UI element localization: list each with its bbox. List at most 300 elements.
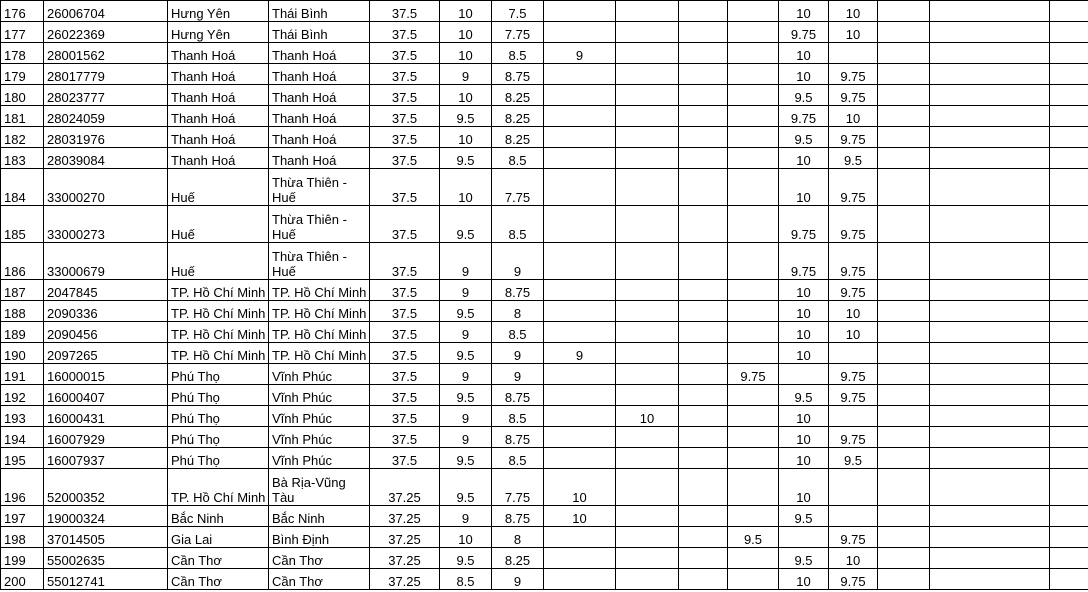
score-cell-4 xyxy=(616,548,679,569)
score-cell-4 xyxy=(616,569,679,590)
score-cell-8: 9.5 xyxy=(829,148,878,169)
empty-cell-3 xyxy=(1050,1,1088,22)
score-cell-1: 8.5 xyxy=(440,569,492,590)
empty-cell-3 xyxy=(1050,506,1088,527)
empty-cell-3 xyxy=(1050,106,1088,127)
empty-cell-3 xyxy=(1050,385,1088,406)
empty-cell-3 xyxy=(1050,527,1088,548)
province-cell: Thái Bình xyxy=(269,22,370,43)
exam-council-cell: Phú Thọ xyxy=(168,448,269,469)
score-cell-7: 10 xyxy=(779,469,829,506)
exam-council-cell: Phú Thọ xyxy=(168,364,269,385)
score-cell-5 xyxy=(679,64,728,85)
province-cell: Thừa Thiên -Huế xyxy=(269,169,370,206)
score-cell-6 xyxy=(728,548,779,569)
province-cell: Cần Thơ xyxy=(269,569,370,590)
score-cell-8: 9.75 xyxy=(829,206,878,243)
empty-cell-2 xyxy=(930,85,1050,106)
score-cell-6: 9.75 xyxy=(728,364,779,385)
table-row xyxy=(1,406,1088,427)
exam-council-cell: Cần Thơ xyxy=(168,569,269,590)
empty-cell-1 xyxy=(878,85,930,106)
score-cell-5 xyxy=(679,243,728,280)
score-cell-2: 9 xyxy=(492,569,544,590)
score-cell-3 xyxy=(544,448,616,469)
empty-cell-3 xyxy=(1050,43,1088,64)
score-cell-6: 9.5 xyxy=(728,527,779,548)
score-cell-1: 9.5 xyxy=(440,301,492,322)
empty-cell-2 xyxy=(930,64,1050,85)
score-cell-4 xyxy=(616,169,679,206)
score-cell-6 xyxy=(728,448,779,469)
score-cell-1: 9.5 xyxy=(440,343,492,364)
exam-council-cell: Huế xyxy=(168,206,269,243)
rank-cell: 182 xyxy=(1,127,44,148)
score-cell-8: 9.75 xyxy=(829,569,878,590)
exam-council-cell: Thanh Hoá xyxy=(168,127,269,148)
score-cell-1: 9.5 xyxy=(440,206,492,243)
score-cell-7: 9.75 xyxy=(779,106,829,127)
rank-cell: 196 xyxy=(1,469,44,506)
score-cell-2: 9 xyxy=(492,243,544,280)
score-cell-8: 9.75 xyxy=(829,85,878,106)
empty-cell-2 xyxy=(930,206,1050,243)
score-cell-6 xyxy=(728,506,779,527)
score-cell-3 xyxy=(544,64,616,85)
empty-cell-3 xyxy=(1050,148,1088,169)
empty-cell-1 xyxy=(878,64,930,85)
total-score-cell: 37.5 xyxy=(370,64,440,85)
score-cell-3 xyxy=(544,280,616,301)
empty-cell-2 xyxy=(930,1,1050,22)
score-cell-8: 10 xyxy=(829,548,878,569)
score-cell-6 xyxy=(728,280,779,301)
table-row xyxy=(1,448,1088,469)
score-cell-3 xyxy=(544,527,616,548)
empty-cell-2 xyxy=(930,506,1050,527)
score-cell-3 xyxy=(544,364,616,385)
score-cell-7: 10 xyxy=(779,569,829,590)
province-cell: TP. Hồ Chí Minh xyxy=(269,280,370,301)
score-cell-5 xyxy=(679,569,728,590)
total-score-cell: 37.5 xyxy=(370,106,440,127)
score-cell-3 xyxy=(544,322,616,343)
score-cell-6 xyxy=(728,127,779,148)
score-cell-2: 8 xyxy=(492,527,544,548)
total-score-cell: 37.5 xyxy=(370,148,440,169)
total-score-cell: 37.5 xyxy=(370,43,440,64)
exam-council-cell: TP. Hồ Chí Minh xyxy=(168,301,269,322)
table-row xyxy=(1,206,1088,243)
table-row xyxy=(1,127,1088,148)
score-cell-5 xyxy=(679,469,728,506)
score-cell-2: 9 xyxy=(492,364,544,385)
empty-cell-2 xyxy=(930,169,1050,206)
score-cell-8: 10 xyxy=(829,301,878,322)
score-cell-5 xyxy=(679,343,728,364)
score-cell-2: 8.75 xyxy=(492,64,544,85)
total-score-cell: 37.25 xyxy=(370,548,440,569)
score-cell-1: 9.5 xyxy=(440,148,492,169)
empty-cell-3 xyxy=(1050,301,1088,322)
score-cell-8: 10 xyxy=(829,1,878,22)
table-row xyxy=(1,364,1088,385)
score-cell-3: 9 xyxy=(544,43,616,64)
score-cell-3 xyxy=(544,427,616,448)
score-cell-4 xyxy=(616,243,679,280)
empty-cell-2 xyxy=(930,106,1050,127)
score-cell-3: 10 xyxy=(544,506,616,527)
rank-cell: 192 xyxy=(1,385,44,406)
total-score-cell: 37.5 xyxy=(370,406,440,427)
rank-cell: 198 xyxy=(1,527,44,548)
total-score-cell: 37.5 xyxy=(370,127,440,148)
province-cell: TP. Hồ Chí Minh xyxy=(269,322,370,343)
empty-cell-1 xyxy=(878,406,930,427)
score-cell-8: 9.75 xyxy=(829,243,878,280)
score-cell-3 xyxy=(544,1,616,22)
province-cell: Bà Rịa-Vũng Tàu xyxy=(269,469,370,506)
score-cell-1: 9 xyxy=(440,280,492,301)
table-row xyxy=(1,548,1088,569)
total-score-cell: 37.5 xyxy=(370,385,440,406)
empty-cell-3 xyxy=(1050,448,1088,469)
score-cell-3 xyxy=(544,106,616,127)
empty-cell-1 xyxy=(878,301,930,322)
score-cell-4 xyxy=(616,301,679,322)
score-cell-3 xyxy=(544,169,616,206)
score-cell-7: 10 xyxy=(779,322,829,343)
score-cell-8: 10 xyxy=(829,106,878,127)
empty-cell-2 xyxy=(930,322,1050,343)
total-score-cell: 37.5 xyxy=(370,85,440,106)
total-score-cell: 37.25 xyxy=(370,569,440,590)
score-cell-4 xyxy=(616,43,679,64)
score-cell-4 xyxy=(616,148,679,169)
rank-cell: 186 xyxy=(1,243,44,280)
province-cell: Cần Thơ xyxy=(269,548,370,569)
score-cell-7: 10 xyxy=(779,427,829,448)
empty-cell-3 xyxy=(1050,469,1088,506)
table-row xyxy=(1,22,1088,43)
candidate-id-cell: 28023777 xyxy=(44,85,168,106)
empty-cell-1 xyxy=(878,148,930,169)
score-cell-8 xyxy=(829,43,878,64)
score-cell-6 xyxy=(728,206,779,243)
table-row xyxy=(1,43,1088,64)
empty-cell-2 xyxy=(930,364,1050,385)
score-cell-3 xyxy=(544,243,616,280)
rank-cell: 184 xyxy=(1,169,44,206)
score-cell-8 xyxy=(829,469,878,506)
score-cell-2: 8.5 xyxy=(492,148,544,169)
score-cell-1: 9 xyxy=(440,64,492,85)
score-cell-4 xyxy=(616,22,679,43)
rank-cell: 187 xyxy=(1,280,44,301)
rank-cell: 200 xyxy=(1,569,44,590)
candidate-id-cell: 2047845 xyxy=(44,280,168,301)
score-cell-7: 10 xyxy=(779,1,829,22)
score-cell-6 xyxy=(728,385,779,406)
candidate-id-cell: 16000407 xyxy=(44,385,168,406)
score-cell-7: 10 xyxy=(779,169,829,206)
score-cell-5 xyxy=(679,427,728,448)
score-cell-4 xyxy=(616,1,679,22)
score-cell-5 xyxy=(679,85,728,106)
rank-cell: 177 xyxy=(1,22,44,43)
empty-cell-1 xyxy=(878,527,930,548)
score-cell-6 xyxy=(728,322,779,343)
score-cell-1: 9 xyxy=(440,506,492,527)
score-cell-2: 8.75 xyxy=(492,385,544,406)
rank-cell: 197 xyxy=(1,506,44,527)
score-cell-2: 8.25 xyxy=(492,127,544,148)
score-cell-5 xyxy=(679,385,728,406)
score-cell-5 xyxy=(679,127,728,148)
exam-council-cell: Hưng Yên xyxy=(168,1,269,22)
table-row xyxy=(1,301,1088,322)
table-body xyxy=(1,1,1088,590)
total-score-cell: 37.25 xyxy=(370,527,440,548)
table-row xyxy=(1,85,1088,106)
candidate-id-cell: 16000431 xyxy=(44,406,168,427)
candidate-id-cell: 28017779 xyxy=(44,64,168,85)
score-cell-8: 10 xyxy=(829,22,878,43)
score-cell-4 xyxy=(616,85,679,106)
score-cell-6 xyxy=(728,1,779,22)
score-cell-3 xyxy=(544,301,616,322)
score-cell-4 xyxy=(616,427,679,448)
empty-cell-1 xyxy=(878,343,930,364)
rank-cell: 193 xyxy=(1,406,44,427)
score-cell-2: 8.5 xyxy=(492,206,544,243)
empty-cell-3 xyxy=(1050,343,1088,364)
score-cell-6 xyxy=(728,243,779,280)
exam-council-cell: Thanh Hoá xyxy=(168,85,269,106)
score-cell-8: 10 xyxy=(829,322,878,343)
province-cell: Thanh Hoá xyxy=(269,148,370,169)
empty-cell-3 xyxy=(1050,569,1088,590)
empty-cell-1 xyxy=(878,448,930,469)
total-score-cell: 37.5 xyxy=(370,169,440,206)
score-cell-7: 10 xyxy=(779,343,829,364)
score-cell-8: 9.75 xyxy=(829,364,878,385)
score-cell-2: 8.75 xyxy=(492,280,544,301)
score-cell-8: 9.75 xyxy=(829,427,878,448)
rank-cell: 199 xyxy=(1,548,44,569)
empty-cell-1 xyxy=(878,206,930,243)
empty-cell-3 xyxy=(1050,427,1088,448)
score-cell-4 xyxy=(616,448,679,469)
empty-cell-1 xyxy=(878,106,930,127)
candidate-id-cell: 55002635 xyxy=(44,548,168,569)
province-cell: Thanh Hoá xyxy=(269,43,370,64)
score-cell-7: 9.5 xyxy=(779,506,829,527)
table-row xyxy=(1,106,1088,127)
score-cell-2: 7.75 xyxy=(492,169,544,206)
rank-cell: 188 xyxy=(1,301,44,322)
score-cell-2: 8.75 xyxy=(492,506,544,527)
score-cell-2: 8.25 xyxy=(492,106,544,127)
empty-cell-2 xyxy=(930,301,1050,322)
score-cell-1: 9 xyxy=(440,243,492,280)
table-row xyxy=(1,469,1088,506)
score-cell-6 xyxy=(728,406,779,427)
score-cell-7: 9.5 xyxy=(779,548,829,569)
province-cell: Vĩnh Phúc xyxy=(269,406,370,427)
score-cell-6 xyxy=(728,22,779,43)
score-cell-4 xyxy=(616,506,679,527)
table-row xyxy=(1,343,1088,364)
exam-council-cell: TP. Hồ Chí Minh xyxy=(168,322,269,343)
score-cell-5 xyxy=(679,322,728,343)
candidate-id-cell: 55012741 xyxy=(44,569,168,590)
rank-cell: 191 xyxy=(1,364,44,385)
candidate-id-cell: 33000273 xyxy=(44,206,168,243)
score-cell-8 xyxy=(829,406,878,427)
empty-cell-3 xyxy=(1050,206,1088,243)
score-cell-7: 9.5 xyxy=(779,85,829,106)
score-cell-6 xyxy=(728,64,779,85)
table-row xyxy=(1,243,1088,280)
province-cell: TP. Hồ Chí Minh xyxy=(269,343,370,364)
empty-cell-2 xyxy=(930,22,1050,43)
exam-council-cell: TP. Hồ Chí Minh xyxy=(168,469,269,506)
rank-cell: 183 xyxy=(1,148,44,169)
score-cell-1: 9.5 xyxy=(440,106,492,127)
score-cell-6 xyxy=(728,343,779,364)
empty-cell-1 xyxy=(878,469,930,506)
score-cell-6 xyxy=(728,43,779,64)
table-row xyxy=(1,506,1088,527)
province-cell: Thanh Hoá xyxy=(269,106,370,127)
score-cell-1: 9 xyxy=(440,427,492,448)
empty-cell-3 xyxy=(1050,280,1088,301)
score-cell-5 xyxy=(679,448,728,469)
province-cell: Vĩnh Phúc xyxy=(269,385,370,406)
score-cell-4 xyxy=(616,527,679,548)
empty-cell-2 xyxy=(930,406,1050,427)
score-cell-2: 8.5 xyxy=(492,43,544,64)
empty-cell-2 xyxy=(930,427,1050,448)
province-cell: Thái Bình xyxy=(269,1,370,22)
province-cell: Thừa Thiên -Huế xyxy=(269,206,370,243)
score-cell-7: 9.75 xyxy=(779,206,829,243)
candidate-id-cell: 28001562 xyxy=(44,43,168,64)
total-score-cell: 37.5 xyxy=(370,243,440,280)
candidate-id-cell: 2090336 xyxy=(44,301,168,322)
empty-cell-2 xyxy=(930,469,1050,506)
score-cell-1: 9.5 xyxy=(440,448,492,469)
total-score-cell: 37.25 xyxy=(370,469,440,506)
candidate-id-cell: 28031976 xyxy=(44,127,168,148)
score-cell-7: 10 xyxy=(779,280,829,301)
table-row xyxy=(1,385,1088,406)
score-cell-8: 9.75 xyxy=(829,169,878,206)
province-cell: Thanh Hoá xyxy=(269,85,370,106)
score-cell-1: 9 xyxy=(440,406,492,427)
exam-council-cell: Huế xyxy=(168,243,269,280)
province-cell: Thanh Hoá xyxy=(269,64,370,85)
score-cell-8: 9.75 xyxy=(829,385,878,406)
score-cell-2: 8.75 xyxy=(492,427,544,448)
score-cell-4 xyxy=(616,364,679,385)
score-cell-7: 10 xyxy=(779,148,829,169)
empty-cell-2 xyxy=(930,569,1050,590)
exam-council-cell: Phú Thọ xyxy=(168,427,269,448)
score-cell-8: 9.75 xyxy=(829,527,878,548)
score-cell-4 xyxy=(616,280,679,301)
exam-council-cell: Cần Thơ xyxy=(168,548,269,569)
empty-cell-3 xyxy=(1050,364,1088,385)
province-cell: Bắc Ninh xyxy=(269,506,370,527)
empty-cell-1 xyxy=(878,169,930,206)
exam-council-cell: Gia Lai xyxy=(168,527,269,548)
score-cell-6 xyxy=(728,169,779,206)
total-score-cell: 37.5 xyxy=(370,343,440,364)
candidate-id-cell: 16007937 xyxy=(44,448,168,469)
candidate-id-cell: 16007929 xyxy=(44,427,168,448)
exam-council-cell: Bắc Ninh xyxy=(168,506,269,527)
exam-council-cell: Phú Thọ xyxy=(168,385,269,406)
score-cell-4 xyxy=(616,64,679,85)
empty-cell-1 xyxy=(878,569,930,590)
candidate-id-cell: 52000352 xyxy=(44,469,168,506)
rank-cell: 190 xyxy=(1,343,44,364)
score-cell-5 xyxy=(679,206,728,243)
score-cell-4 xyxy=(616,106,679,127)
candidate-id-cell: 19000324 xyxy=(44,506,168,527)
province-cell: Vĩnh Phúc xyxy=(269,427,370,448)
total-score-cell: 37.5 xyxy=(370,280,440,301)
score-cell-1: 10 xyxy=(440,527,492,548)
score-cell-3 xyxy=(544,569,616,590)
exam-council-cell: Huế xyxy=(168,169,269,206)
score-cell-5 xyxy=(679,1,728,22)
score-cell-3 xyxy=(544,22,616,43)
table-row xyxy=(1,322,1088,343)
empty-cell-2 xyxy=(930,127,1050,148)
empty-cell-1 xyxy=(878,322,930,343)
rank-cell: 185 xyxy=(1,206,44,243)
total-score-cell: 37.5 xyxy=(370,206,440,243)
province-cell: Vĩnh Phúc xyxy=(269,364,370,385)
total-score-cell: 37.5 xyxy=(370,427,440,448)
score-cell-3: 9 xyxy=(544,343,616,364)
score-cell-7: 10 xyxy=(779,43,829,64)
score-cell-6 xyxy=(728,569,779,590)
score-cell-1: 9 xyxy=(440,364,492,385)
score-cell-6 xyxy=(728,301,779,322)
score-cell-2: 8.5 xyxy=(492,322,544,343)
score-cell-7: 10 xyxy=(779,64,829,85)
empty-cell-3 xyxy=(1050,322,1088,343)
table-row xyxy=(1,280,1088,301)
score-cell-7: 10 xyxy=(779,406,829,427)
score-cell-2: 7.5 xyxy=(492,1,544,22)
exam-council-cell: Hưng Yên xyxy=(168,22,269,43)
total-score-cell: 37.5 xyxy=(370,1,440,22)
empty-cell-3 xyxy=(1050,548,1088,569)
empty-cell-2 xyxy=(930,148,1050,169)
score-cell-8: 9.75 xyxy=(829,127,878,148)
score-cell-1: 10 xyxy=(440,1,492,22)
score-cell-5 xyxy=(679,406,728,427)
empty-cell-3 xyxy=(1050,85,1088,106)
empty-cell-1 xyxy=(878,548,930,569)
rank-cell: 180 xyxy=(1,85,44,106)
score-cell-1: 10 xyxy=(440,22,492,43)
